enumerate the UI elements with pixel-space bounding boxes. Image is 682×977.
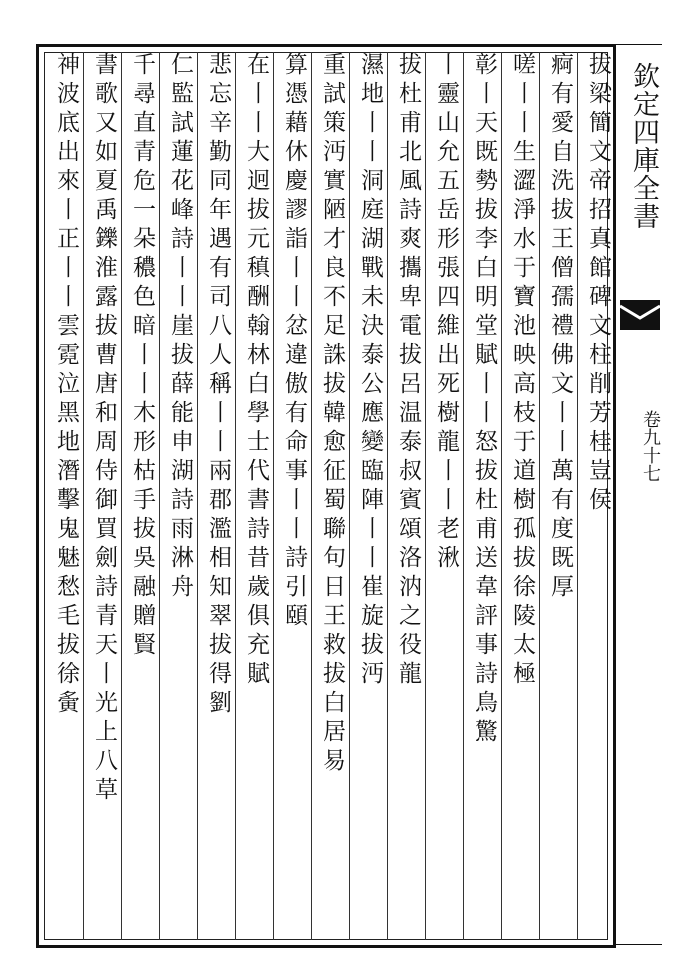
text-column-10: 在丨丨大迥拔元稹酬翰林白學士代書詩昔歲俱充賦 — [243, 52, 269, 690]
text-column-14: 書歌又如夏禹鑠淮露拔曹唐和周侍御買劍詩青天丨光上八草 — [91, 52, 117, 806]
text-column-12: 仁監試蓮花峰詩丨丨崖拔薛能申湖詩雨淋舟 — [167, 52, 193, 603]
text-column-3: 嗟丨丨生澀淨水于寶池映高枝于道樹孤拔徐陵太極 — [509, 52, 535, 690]
text-column-13: 千尋直青危一朵穠色暗丨丨木形枯手拔吳融贈賢 — [129, 52, 155, 661]
text-column-5: 丨靈山允五岳形張四維出死樹龍丨丨老湫 — [433, 52, 459, 574]
text-column-7: 濕地丨丨洞庭湖戰未決泰公應變臨陣丨丨崔旋拔沔 — [357, 52, 383, 690]
text-column-4: 彰丨天既勢拔李白明堂賦丨丨怒拔杜甫送韋評事詩鳥驚 — [471, 52, 497, 748]
text-column-1: 拔梁簡文帝招真館碑文柱削芳桂豈侯 — [585, 52, 611, 516]
text-column-8: 重試策沔實陋才良不足誅拔韓愈征蜀聯句日王救拔白居易 — [319, 52, 345, 777]
margin-title: 欽定四庫全書 — [628, 62, 659, 230]
fishtail-ornament — [620, 300, 660, 330]
margin-top-rule — [616, 44, 662, 45]
text-column-11: 悲忘辛勤同年遇有司八人稱丨丨兩郡濫相知翠拔得劉 — [205, 52, 231, 719]
text-column-6: 拔杜甫北風詩爽攜卑電拔呂温泰叔賓頌洛汭之役龍 — [395, 52, 421, 690]
margin-bottom-rule — [616, 944, 662, 945]
text-column-9: 算憑藉休慶謬詣丨丨忿違傲有命事丨丨詩引頤 — [281, 52, 307, 632]
text-column-15: 神波底出來丨正丨丨雲霓泣黑地潛擊鬼魅愁毛拔徐夤 — [53, 52, 79, 719]
text-column-2: 痾有愛自洗拔王僧孺禮佛文丨丨萬有度既厚 — [547, 52, 573, 603]
margin-volume: 卷九十七 — [640, 410, 661, 482]
